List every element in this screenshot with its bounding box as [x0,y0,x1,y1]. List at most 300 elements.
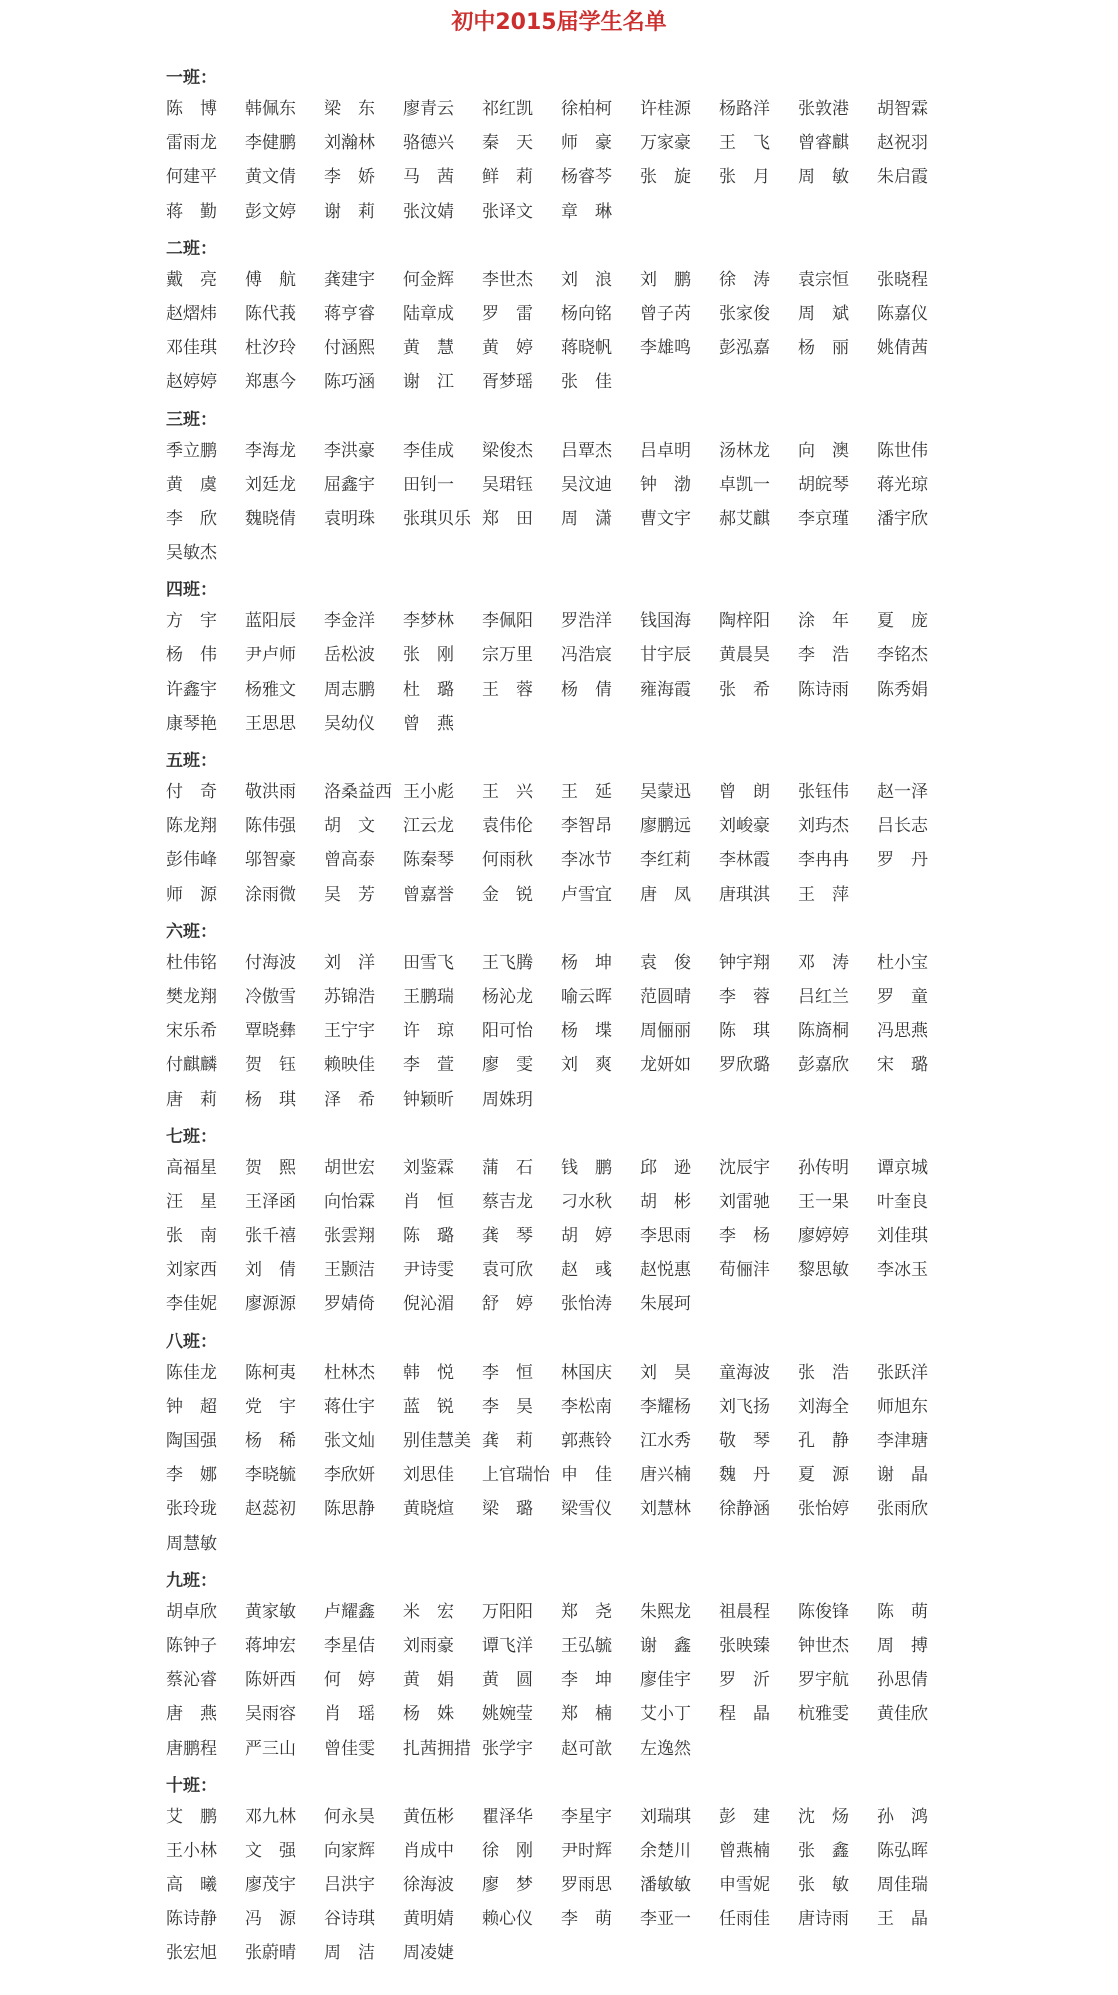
student-name: 李耀杨 [640,1396,691,1417]
student-name: 喻云晖 [561,986,612,1007]
student-name: 赵一泽 [877,782,928,802]
student-name: 屈鑫宇 [324,474,375,495]
student-name: 洛桑益西 [324,782,392,802]
student-name: 周凌婕 [403,1943,454,1964]
student-name: 吴幼仪 [324,713,375,734]
student-name: 陈佳龙 [166,1362,217,1383]
student-name: 王 飞 [719,133,770,154]
student-name: 赵可歆 [561,1738,612,1759]
student-name: 杜汐玲 [245,338,296,359]
student-name: 李星宇 [561,1806,612,1827]
student-name: 许 琼 [403,1021,454,1042]
student-name: 刘 浪 [561,269,612,290]
student-name: 黄晨昊 [719,645,770,666]
student-name: 李思雨 [640,1226,691,1247]
student-name: 邬智豪 [245,850,296,871]
student-name: 邓佳琪 [166,338,217,359]
student-name: 孙传明 [798,1157,849,1178]
student-name: 钱 鹏 [561,1157,612,1178]
student-name: 曾 朗 [719,782,770,802]
student-name: 黄 婷 [482,338,533,359]
student-name: 吴蒙迅 [640,782,691,802]
student-name: 王小林 [166,1840,217,1861]
student-name: 李佳妮 [166,1294,217,1315]
student-name: 张钰伟 [798,782,849,802]
student-name: 李 浩 [798,645,849,666]
student-name: 张雲翔 [324,1226,375,1247]
student-name: 魏 丹 [719,1465,770,1486]
student-name: 谢 莉 [324,201,375,222]
student-name: 田雪飞 [403,952,454,973]
student-name: 彭 建 [719,1806,770,1827]
student-name: 许桂源 [640,99,691,119]
student-name: 张 刚 [403,645,454,666]
student-name: 陈嘉仪 [877,303,928,324]
student-name: 杨 丽 [798,338,849,359]
student-name: 张琪贝乐 [403,508,471,529]
student-name: 黄明婧 [403,1909,454,1930]
student-name: 周佳瑞 [877,1875,928,1896]
student-name: 陶国强 [166,1431,217,1451]
student-name: 姚倩茜 [877,338,928,359]
student-name: 朱展珂 [640,1294,691,1315]
student-name: 赵祝羽 [877,133,928,154]
student-name: 赖心仪 [482,1909,533,1930]
student-name: 曾嘉誉 [403,884,454,905]
student-name: 肖成中 [403,1840,454,1861]
student-name: 向家辉 [324,1840,375,1861]
student-name: 付麒麟 [166,1055,217,1076]
student-name: 曾 燕 [403,713,454,734]
class-block [166,1772,1066,1971]
student-name: 韩佩东 [245,99,296,119]
student-name: 周 潇 [561,508,612,529]
student-name: 李 恒 [482,1362,533,1383]
student-name: 严三山 [245,1738,296,1759]
student-name: 刘 倩 [245,1260,296,1281]
student-name: 廖 梦 [482,1875,533,1896]
student-name: 梁 东 [324,99,375,119]
student-name: 章 琳 [561,201,612,222]
student-name-grid [166,1151,956,1322]
student-name: 付 奇 [166,782,217,802]
student-name: 何金辉 [403,269,454,290]
student-name: 周姝玥 [482,1089,533,1110]
student-name: 李亚一 [640,1909,691,1930]
student-name: 李冉冉 [798,850,849,871]
student-name: 左逸然 [640,1738,691,1759]
student-name: 杨 琪 [245,1089,296,1110]
student-name: 廖源源 [245,1294,296,1315]
student-name: 夏 源 [798,1465,849,1486]
student-name: 李冰节 [561,850,612,871]
student-name: 谷诗琪 [324,1909,375,1930]
student-name: 刁水秋 [561,1191,612,1212]
student-name: 杨 伟 [166,645,217,666]
student-name-grid [166,263,956,400]
student-name: 江云龙 [403,816,454,837]
student-name: 金 锐 [482,884,533,905]
student-name: 李雄鸣 [640,338,691,359]
student-name: 任雨佳 [719,1909,770,1930]
student-name: 刘思佳 [403,1465,454,1486]
student-name: 彭泓嘉 [719,338,770,359]
student-name: 米 宏 [403,1601,454,1622]
student-name: 朱熙龙 [640,1601,691,1622]
student-name: 王 兴 [482,782,533,802]
student-name: 胡 文 [324,816,375,837]
student-name: 王思思 [245,713,296,734]
student-name: 郭燕铃 [561,1431,612,1451]
student-name: 黄 圆 [482,1670,533,1691]
student-name: 傅 航 [245,269,296,290]
student-name: 陈龙翔 [166,816,217,837]
student-name: 杨 堞 [561,1021,612,1042]
student-name: 杜 璐 [403,679,454,700]
student-name: 唐兴楠 [640,1465,691,1486]
student-name: 张 鑫 [798,1840,849,1861]
student-name: 涂 年 [798,611,849,632]
student-name: 唐诗雨 [798,1909,849,1930]
student-name: 陈代莪 [245,303,296,324]
student-name: 冯思燕 [877,1021,928,1042]
student-name: 梁 璐 [482,1499,533,1520]
student-name: 李松南 [561,1396,612,1417]
student-name: 方 宇 [166,611,217,632]
student-name: 吴雨容 [245,1704,296,1725]
class-block [166,1123,1066,1322]
class-title: 七班： [166,1126,217,1147]
student-name: 李欣妍 [324,1465,375,1486]
student-name: 罗 丹 [877,850,928,871]
student-name: 李佳成 [403,440,454,461]
student-name: 朱启霞 [877,167,928,188]
student-name: 卓凯一 [719,474,770,495]
student-name: 李 娇 [324,167,375,188]
student-name: 陈妍西 [245,1670,296,1691]
student-name: 王 萍 [798,884,849,905]
student-name: 胡智霖 [877,99,928,119]
student-name: 刘飞扬 [719,1396,770,1417]
student-name: 魏晓倩 [245,508,296,529]
student-name: 刘瑞琪 [640,1806,691,1827]
student-name: 王宁宇 [324,1021,375,1042]
student-name: 王弘毓 [561,1635,612,1656]
student-name: 郑 尧 [561,1601,612,1622]
student-name: 李 萱 [403,1055,454,1076]
student-name: 孙思倩 [877,1670,928,1691]
student-name-grid [166,92,956,229]
student-name: 李 萌 [561,1909,612,1930]
class-block [166,1567,1066,1766]
student-name: 陈 璐 [403,1226,454,1247]
student-name: 季立鹏 [166,440,217,461]
student-name: 师旭东 [877,1396,928,1417]
student-name: 唐 凤 [640,884,691,905]
student-name: 刘 爽 [561,1055,612,1076]
student-name: 罗 雷 [482,303,533,324]
student-name: 曹文宇 [640,508,691,529]
student-name: 李星佶 [324,1635,375,1656]
student-name: 张汶婧 [403,201,454,222]
student-name: 刘 鹏 [640,269,691,290]
student-name: 周 敏 [798,167,849,188]
class-block [166,918,1066,1117]
student-name: 江水秀 [640,1431,691,1451]
student-name: 吴汶迪 [561,474,612,495]
student-name: 覃晓彝 [245,1021,296,1042]
student-name: 童海波 [719,1362,770,1383]
student-name: 骆德兴 [403,133,454,154]
student-name: 吴珺钰 [482,474,533,495]
student-name: 李健鹏 [245,133,296,154]
student-name: 唐 燕 [166,1704,217,1725]
student-name: 姚婉莹 [482,1704,533,1725]
student-name: 万阳阳 [482,1601,533,1622]
student-name: 蓝阳辰 [245,611,296,632]
student-name: 杨 姝 [403,1704,454,1725]
student-name: 袁宗恒 [798,269,849,290]
student-name: 刘佳琪 [877,1226,928,1247]
student-name: 邓九林 [245,1806,296,1827]
student-name: 廖 雯 [482,1055,533,1076]
student-name: 罗婧倚 [324,1294,375,1315]
class-list [166,64,1066,1971]
student-name: 廖鹏远 [640,816,691,837]
student-name: 陈世伟 [877,440,928,461]
student-name: 胡世宏 [324,1157,375,1178]
student-name: 徐柏柯 [561,99,612,119]
student-name: 陈秦琴 [403,850,454,871]
student-name: 杜小宝 [877,952,928,973]
student-name: 张 旋 [640,167,691,188]
class-block [166,747,1066,912]
student-name: 何永昊 [324,1806,375,1827]
student-name: 袁可欣 [482,1260,533,1281]
student-name: 周 搏 [877,1635,928,1656]
student-name: 李金洋 [324,611,375,632]
student-name: 王 晶 [877,1909,928,1930]
student-name: 谢 晶 [877,1465,928,1486]
student-name: 郑惠今 [245,372,296,393]
student-name: 阳可怡 [482,1021,533,1042]
student-name: 文 强 [245,1840,296,1861]
student-name: 别佳慧美 [403,1431,471,1451]
student-name: 舒 婷 [482,1294,533,1315]
student-name: 宋乐希 [166,1021,217,1042]
student-name: 王 延 [561,782,612,802]
student-name: 何雨秋 [482,850,533,871]
student-name: 杨沁龙 [482,986,533,1007]
student-name: 马 茜 [403,167,454,188]
student-name: 杨向铭 [561,303,612,324]
student-name: 黄 虞 [166,474,217,495]
student-name: 吕红兰 [798,986,849,1007]
student-name: 袁 俊 [640,952,691,973]
class-title: 八班： [166,1331,217,1352]
student-name: 张蔚晴 [245,1943,296,1964]
student-name: 陈弘晖 [877,1840,928,1861]
student-name: 王飞腾 [482,952,533,973]
student-name: 陶梓阳 [719,611,770,632]
student-name: 范圆晴 [640,986,691,1007]
student-name: 李世杰 [482,269,533,290]
student-name: 孙 鸿 [877,1806,928,1827]
student-name: 张敦港 [798,99,849,119]
student-name: 刘 洋 [324,952,375,973]
student-name: 周慧敏 [166,1533,217,1554]
student-name: 师 豪 [561,133,612,154]
student-name: 邓 涛 [798,952,849,973]
student-name: 吕覃杰 [561,440,612,461]
student-name: 郑 田 [482,508,533,529]
student-name: 陈 琪 [719,1021,770,1042]
student-name: 陈秀娟 [877,679,928,700]
class-block [166,1328,1066,1561]
student-name: 李智昂 [561,816,612,837]
student-name: 向怡霖 [324,1191,375,1212]
student-name: 袁伟伦 [482,816,533,837]
student-name: 沈辰宇 [719,1157,770,1178]
student-name: 王小彪 [403,782,454,802]
student-name: 陆章成 [403,303,454,324]
student-name: 廖茂宇 [245,1875,296,1896]
student-name: 李洪豪 [324,440,375,461]
student-name: 刘雷驰 [719,1191,770,1212]
student-name: 扎茜拥措 [403,1738,471,1759]
class-block [166,576,1066,741]
student-name: 吴敏杰 [166,543,217,564]
student-name: 张文灿 [324,1431,375,1451]
student-name: 宋 璐 [877,1055,928,1076]
student-name-grid [166,946,956,1117]
student-name: 郑 楠 [561,1704,612,1725]
student-name: 李海龙 [245,440,296,461]
student-name: 沈 炀 [798,1806,849,1827]
student-name: 徐 刚 [482,1840,533,1861]
student-name: 曾睿麒 [798,133,849,154]
student-name: 张 浩 [798,1362,849,1383]
student-name: 彭嘉欣 [798,1055,849,1076]
student-name: 罗 沂 [719,1670,770,1691]
student-name: 倪沁湄 [403,1294,454,1315]
student-name: 赵熠炜 [166,303,217,324]
student-name: 刘家西 [166,1260,217,1281]
student-name: 程 晶 [719,1704,770,1725]
student-name: 宗万里 [482,645,533,666]
student-name: 陈诗静 [166,1909,217,1930]
student-name: 龚建宇 [324,269,375,290]
student-name: 徐静涵 [719,1499,770,1520]
student-name: 郝艾麒 [719,508,770,529]
student-name: 王一果 [798,1191,849,1212]
student-name: 涂雨微 [245,884,296,905]
student-name-grid [166,1356,956,1561]
student-name: 陈旖桐 [798,1021,849,1042]
student-name: 艾小丁 [640,1704,691,1725]
student-name: 谭飞洋 [482,1635,533,1656]
student-name: 张雨欣 [877,1499,928,1520]
student-name: 蒋晓帆 [561,338,612,359]
student-name: 高福星 [166,1157,217,1178]
student-name: 蒋亨睿 [324,303,375,324]
student-name: 徐海波 [403,1875,454,1896]
class-title: 九班： [166,1570,217,1591]
student-name: 胥梦瑶 [482,372,533,393]
student-name: 罗浩洋 [561,611,612,632]
student-name: 李红莉 [640,850,691,871]
student-name: 高 曦 [166,1875,217,1896]
student-name: 张玲珑 [166,1499,217,1520]
student-name: 杨 稀 [245,1431,296,1451]
student-name: 黄晓煊 [403,1499,454,1520]
student-name: 唐琪淇 [719,884,770,905]
student-name: 陈 萌 [877,1601,928,1622]
student-name: 吕卓明 [640,440,691,461]
student-name: 尹卢师 [245,645,296,666]
class-title: 五班： [166,751,217,771]
student-name-grid [166,434,956,571]
student-name: 泽 希 [324,1089,375,1110]
student-name: 余楚川 [640,1840,691,1861]
student-name: 肖 瑶 [324,1704,375,1725]
student-name: 杨路洋 [719,99,770,119]
student-name: 汪 星 [166,1191,217,1212]
student-name: 张 敏 [798,1875,849,1896]
student-name: 周 斌 [798,303,849,324]
student-name: 赵婷婷 [166,372,217,393]
student-name: 向 澳 [798,440,849,461]
student-name: 梁雪仪 [561,1499,612,1520]
student-name: 罗欣璐 [719,1055,770,1076]
student-name: 杜伟铭 [166,952,217,973]
student-name: 孔 静 [798,1431,849,1451]
class-title: 二班： [166,238,217,259]
student-name: 李 昊 [482,1396,533,1417]
student-name: 田钊一 [403,474,454,495]
student-name: 陈诗雨 [798,679,849,700]
student-name: 谭京城 [877,1157,928,1178]
student-name: 杜林杰 [324,1362,375,1383]
student-name: 杭雅雯 [798,1704,849,1725]
student-name: 张 希 [719,679,770,700]
student-name: 申 佳 [561,1465,612,1486]
class-title: 一班： [166,68,217,88]
student-name: 刘峻豪 [719,816,770,837]
student-name: 张怡涛 [561,1294,612,1315]
student-name: 苏锦浩 [324,986,375,1007]
student-name: 祁红凯 [482,99,533,119]
student-name: 张晓程 [877,269,928,290]
student-name: 康琴艳 [166,713,217,734]
student-name: 彭文婷 [245,201,296,222]
student-name: 张 月 [719,167,770,188]
student-name: 李 欣 [166,508,217,529]
student-name: 罗宇航 [798,1670,849,1691]
student-name: 艾 鹏 [166,1806,217,1827]
student-name: 雍海霞 [640,679,691,700]
student-name: 杨睿芩 [561,167,612,188]
student-name: 肖 恒 [403,1191,454,1212]
student-name: 瞿泽华 [482,1806,533,1827]
student-name: 付涵熙 [324,338,375,359]
student-name: 卢耀鑫 [324,1601,375,1622]
student-name: 戴 亮 [166,269,217,290]
student-name: 荀俪沣 [719,1260,770,1281]
student-name: 李 坤 [561,1670,612,1691]
student-name: 钟 超 [166,1396,217,1417]
student-name: 陈 博 [166,99,217,119]
